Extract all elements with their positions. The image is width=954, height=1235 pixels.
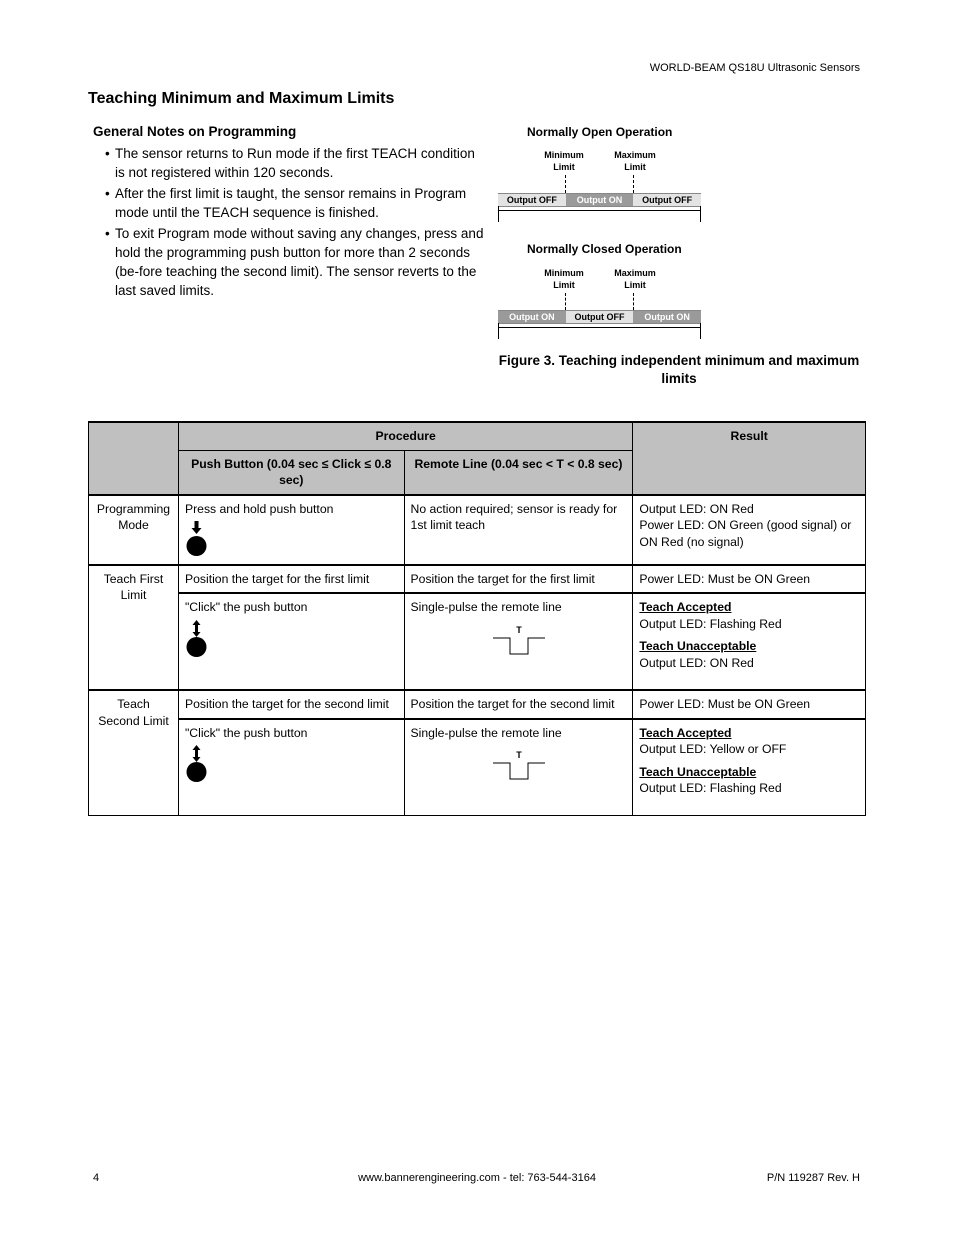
result-line: Output LED: Flashing Red (639, 781, 782, 795)
pulse-label: T (515, 624, 522, 635)
teach-unacceptable-label: Teach Unacceptable (639, 639, 757, 653)
nc-segment: Output ON (633, 311, 701, 323)
press-hold-button-icon (185, 520, 209, 556)
nc-title: Normally Closed Operation (527, 242, 682, 256)
row-label: Programming Mode (89, 495, 179, 565)
result-cell (633, 495, 866, 565)
header-blank (89, 422, 179, 495)
remote-cell (404, 719, 633, 816)
result-line: Power LED: ON Green (good signal) or ON Red (no signal) (639, 518, 852, 549)
result-cell: Power LED: Must be ON Green (633, 565, 866, 594)
nc-min-label: Minimum Limit (544, 268, 584, 290)
nc-start-tick (498, 323, 499, 339)
single-pulse-icon (493, 624, 549, 656)
push-text: Press and hold push button (184, 501, 334, 516)
teach-procedure-table (88, 421, 866, 816)
table-row (89, 593, 866, 690)
click-button-icon (185, 744, 209, 782)
pulse-label: T (515, 750, 522, 760)
nc-min-marker (565, 293, 566, 310)
notes-list (93, 144, 488, 300)
push-text: "Click" the push button (184, 600, 308, 614)
result-line: Output LED: ON Red (639, 655, 754, 670)
no-max-label: Maximum Limit (614, 150, 656, 172)
teach-unacceptable-label: Teach Unacceptable (639, 764, 757, 779)
remote-text: Single-pulse the remote line (410, 600, 562, 614)
nc-end-tick (700, 323, 701, 339)
push-cell (178, 719, 404, 816)
table-row (89, 719, 866, 816)
nc-segment: Output OFF (566, 311, 634, 323)
result-cell (633, 593, 866, 690)
nc-segment: Output ON (498, 311, 566, 323)
nc-output-bar (498, 310, 701, 324)
push-cell (178, 495, 404, 565)
result-line: Output LED: Flashing Red (639, 616, 782, 631)
table-row (89, 690, 866, 719)
programming-notes (93, 124, 488, 302)
remote-cell (404, 593, 633, 690)
nc-max-label: Maximum Limit (614, 268, 656, 290)
no-start-tick (498, 206, 499, 222)
notes-item: • After the first limit is taught, the sensor remains in Program mode until the TEACH sequence is finished. (105, 184, 488, 222)
push-text: "Click" the push button (184, 725, 308, 740)
page-number: 4 (93, 1172, 100, 1184)
result-line: Output LED: Yellow or OFF (639, 742, 787, 756)
teach-accepted-label: Teach Accepted (639, 600, 732, 614)
remote-text: Single-pulse the remote line (410, 725, 562, 740)
no-output-bar (498, 193, 701, 207)
no-baseline (498, 210, 701, 211)
notes-heading: General Notes on Programming (93, 124, 297, 139)
part-number: P/N 119287 Rev. H (766, 1172, 860, 1184)
push-cell (178, 593, 404, 690)
header-remote-line: Remote Line (0.04 sec < T < 0.8 sec) (404, 450, 633, 495)
row-label: Teach Second Limit (89, 690, 179, 816)
push-cell: Position the target for the first limit (178, 565, 404, 594)
result-cell (633, 719, 866, 816)
remote-cell: No action required; sensor is ready for 1st limit teach (404, 495, 633, 565)
row-label: Teach First Limit (89, 565, 179, 691)
result-line: Output LED: ON Red (639, 501, 754, 516)
header-result: Result (633, 422, 866, 495)
no-segment: Output ON (566, 194, 634, 206)
header-procedure: Procedure (178, 422, 632, 450)
nc-max-marker (633, 293, 634, 310)
table-row (89, 495, 866, 565)
no-end-tick (700, 206, 701, 222)
notes-item: • The sensor returns to Run mode if the first TEACH condition is not registered within 120 seconds. (105, 144, 488, 182)
teach-accepted-label: Teach Accepted (639, 725, 732, 740)
table-row (89, 565, 866, 594)
running-header: WORLD-BEAM QS18U Ultrasonic Sensors (649, 62, 860, 74)
remote-cell: Position the target for the second limit (404, 690, 633, 719)
footer-contact: www.bannerengineering.com - tel: 763-544-3164 (358, 1172, 596, 1184)
section-title: Teaching Minimum and Maximum Limits (88, 90, 395, 107)
remote-cell: Position the target for the first limit (404, 565, 633, 594)
no-max-marker (633, 175, 634, 193)
nc-baseline (498, 327, 701, 328)
notes-item: • To exit Program mode without saving any changes, press and hold the programming push button for more than 2 seconds (be-fore teaching the second limit). The sensor reverts to the last saved limits. (105, 224, 488, 300)
figure-caption: Figure 3. Teaching independent minimum and maximum limits (498, 353, 860, 386)
no-min-marker (565, 175, 566, 193)
click-button-icon (185, 619, 209, 657)
no-segment: Output OFF (498, 194, 566, 206)
single-pulse-icon (493, 749, 549, 781)
result-cell: Power LED: Must be ON Green (633, 690, 866, 719)
no-segment: Output OFF (633, 194, 701, 206)
header-push-button: Push Button (0.04 sec ≤ Click ≤ 0.8 sec) (178, 450, 404, 495)
no-title: Normally Open Operation (527, 125, 673, 139)
push-cell: Position the target for the second limit (178, 690, 404, 719)
no-min-label: Minimum Limit (544, 150, 584, 172)
